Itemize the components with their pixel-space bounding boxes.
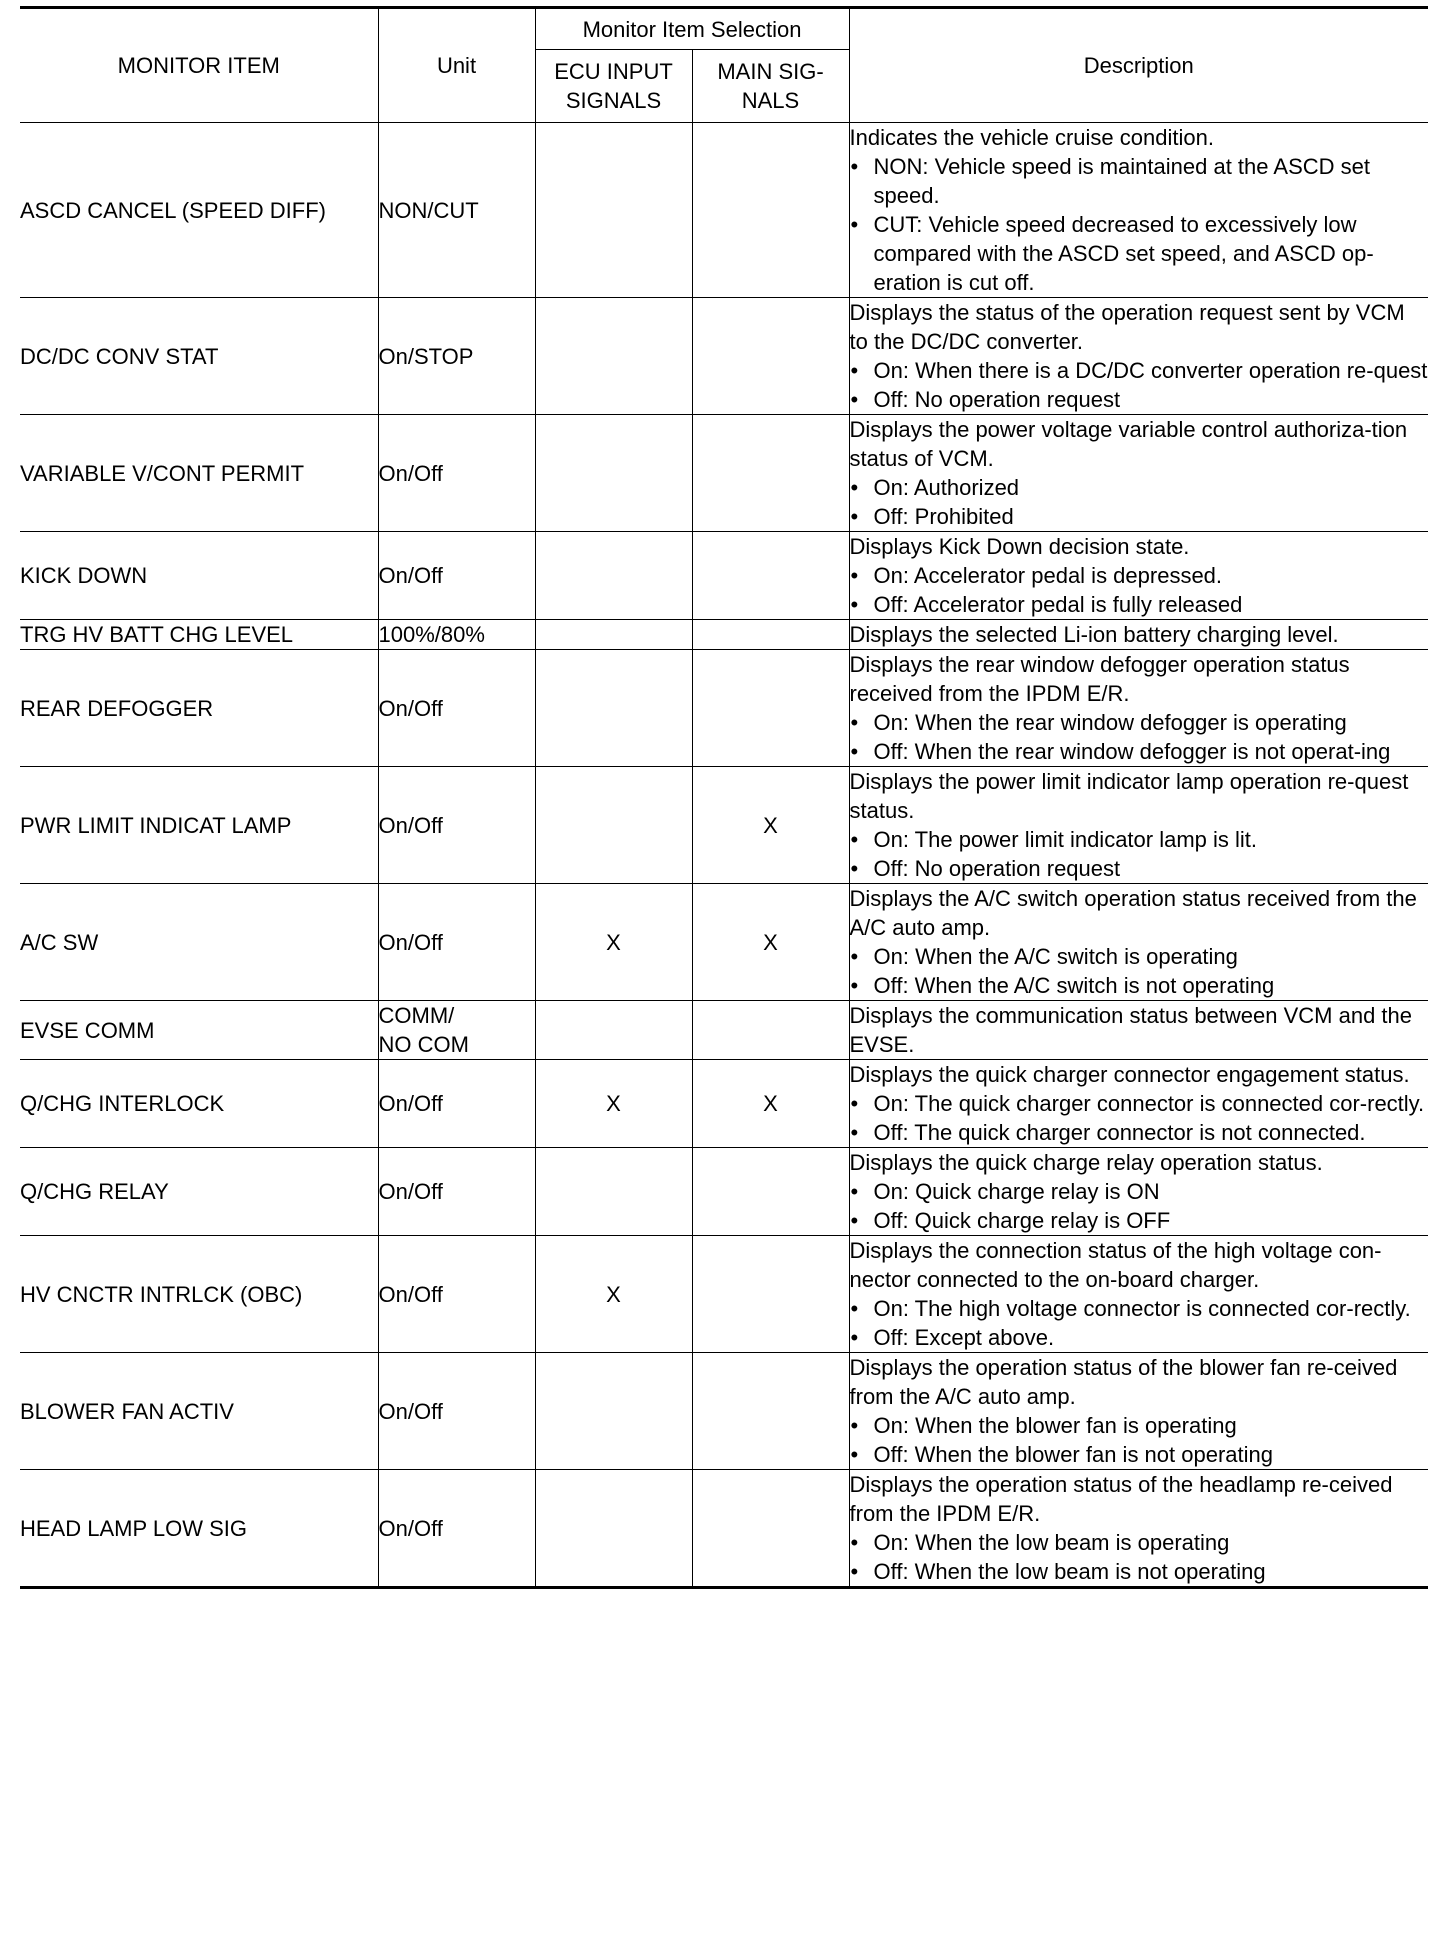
description-cell xyxy=(849,650,1428,767)
unit-cell xyxy=(378,884,535,1001)
description-bullet-item: • Off: No operation request xyxy=(850,385,1429,414)
description-text: Displays the connection status of the high voltage con-nector connected to the on-board charger. xyxy=(849,1238,1382,1292)
ecu-input-signals-cell: X xyxy=(535,1060,692,1148)
description-cell xyxy=(849,532,1428,620)
table-header xyxy=(20,8,1428,123)
description-bullet-item: • On: The quick charger connector is connected cor-rectly. xyxy=(850,1089,1429,1118)
description-cell xyxy=(849,620,1428,650)
unit-cell xyxy=(378,415,535,532)
description-bullet-list xyxy=(850,1294,1429,1352)
description-bullet-item: • On: When the rear window defogger is operating xyxy=(850,708,1429,737)
unit-text: On/Off xyxy=(378,460,443,486)
description-bullet-item: • Off: Prohibited xyxy=(850,502,1429,531)
description-bullet-item: • NON: Vehicle speed is maintained at the ASCD set speed. xyxy=(850,152,1429,210)
main-signals-cell xyxy=(692,650,849,767)
description-bullet-list xyxy=(850,825,1429,883)
main-signals-cell xyxy=(692,1470,849,1588)
description-bullet-list xyxy=(850,942,1429,1000)
ecu-input-signals-cell xyxy=(535,532,692,620)
monitor-item-cell: A/C SW xyxy=(20,884,378,1001)
description-text: Displays the communication status between VCM and the EVSE. xyxy=(849,1003,1413,1057)
unit-text: On/Off xyxy=(378,695,443,721)
monitor-item-cell: ASCD CANCEL (SPEED DIFF) xyxy=(20,123,378,298)
main-signals-cell: X xyxy=(692,884,849,1001)
unit-text: On/Off xyxy=(378,929,443,955)
unit-cell xyxy=(378,1001,535,1060)
monitor-item-cell: PWR LIMIT INDICAT LAMP xyxy=(20,767,378,884)
header-ecu-input-signals-label: ECU INPUT SIGNALS xyxy=(554,59,673,113)
unit-text: 100%/80% xyxy=(378,622,485,647)
main-signals-cell xyxy=(692,1353,849,1470)
description-bullet-item: • Off: Quick charge relay is OFF xyxy=(850,1206,1429,1235)
description-cell xyxy=(849,1470,1428,1588)
table-row xyxy=(20,650,1428,767)
description-text: Displays the rear window defogger operation status received from the IPDM E/R. xyxy=(849,652,1350,706)
description-text: Displays the selected Li-ion battery charging level. xyxy=(849,622,1339,647)
ecu-input-signals-cell xyxy=(535,1353,692,1470)
description-bullet-item: • Off: Except above. xyxy=(850,1323,1429,1352)
description-bullet-item: • On: Authorized xyxy=(850,473,1429,502)
description-bullet-list xyxy=(850,473,1429,531)
monitor-item-cell: BLOWER FAN ACTIV xyxy=(20,1353,378,1470)
description-bullet-item: • On: When the A/C switch is operating xyxy=(850,942,1429,971)
table-row xyxy=(20,298,1428,415)
description-text: Displays the status of the operation request sent by VCM to the DC/DC converter. xyxy=(849,300,1405,354)
description-bullet-item: • Off: No operation request xyxy=(850,854,1429,883)
description-text: Displays the A/C switch operation status received from the A/C auto amp. xyxy=(849,886,1417,940)
description-bullet-item: • On: Accelerator pedal is depressed. xyxy=(850,561,1429,590)
main-signals-cell xyxy=(692,298,849,415)
table-row xyxy=(20,767,1428,884)
table-row xyxy=(20,532,1428,620)
description-bullet-list xyxy=(850,1089,1429,1147)
description-text: Displays Kick Down decision state. xyxy=(849,534,1190,559)
description-cell xyxy=(849,1060,1428,1148)
main-signals-cell xyxy=(692,532,849,620)
unit-cell xyxy=(378,532,535,620)
description-cell xyxy=(849,415,1428,532)
ecu-input-signals-cell: X xyxy=(535,884,692,1001)
unit-text: On/Off xyxy=(378,1281,443,1307)
ecu-input-signals-cell xyxy=(535,1001,692,1060)
description-cell xyxy=(849,123,1428,298)
table-row xyxy=(20,1353,1428,1470)
header-unit: Unit xyxy=(378,8,535,123)
unit-text: On/Off xyxy=(378,1091,443,1116)
description-cell xyxy=(849,1236,1428,1353)
description-cell xyxy=(849,1001,1428,1060)
unit-cell xyxy=(378,1470,535,1588)
ecu-input-signals-cell xyxy=(535,415,692,532)
description-bullet-item: • On: When the low beam is operating xyxy=(850,1528,1429,1557)
description-bullet-list xyxy=(850,561,1429,619)
header-main-signals-label: MAIN SIG-NALS xyxy=(717,59,824,113)
table-row xyxy=(20,1470,1428,1588)
unit-text: On/Off xyxy=(378,563,443,588)
description-bullet-item: • On: Quick charge relay is ON xyxy=(850,1177,1429,1206)
monitor-item-cell: EVSE COMM xyxy=(20,1001,378,1060)
unit-cell xyxy=(378,1236,535,1353)
table-row xyxy=(20,1060,1428,1148)
table-row xyxy=(20,415,1428,532)
description-bullet-list xyxy=(850,1528,1429,1586)
ecu-input-signals-cell xyxy=(535,123,692,298)
main-signals-cell xyxy=(692,1236,849,1353)
description-bullet-item: • CUT: Vehicle speed decreased to excessively low compared with the ASCD set speed, and ASCD op-eration is cut off. xyxy=(850,210,1429,297)
description-text: Displays the quick charge relay operation status. xyxy=(849,1150,1323,1175)
monitor-item-cell: DC/DC CONV STAT xyxy=(20,298,378,415)
description-text: Indicates the vehicle cruise condition. xyxy=(849,125,1214,150)
unit-cell xyxy=(378,1353,535,1470)
description-text: Displays the operation status of the blower fan re-ceived from the A/C auto amp. xyxy=(849,1355,1398,1409)
unit-cell xyxy=(378,1148,535,1236)
header-monitor-item: MONITOR ITEM xyxy=(20,8,378,123)
description-bullet-list xyxy=(850,152,1429,297)
description-cell xyxy=(849,767,1428,884)
ecu-input-signals-cell xyxy=(535,1470,692,1588)
header-description: Description xyxy=(849,8,1428,123)
description-bullet-item: • On: When the blower fan is operating xyxy=(850,1411,1429,1440)
table-row xyxy=(20,123,1428,298)
ecu-input-signals-cell: X xyxy=(535,1236,692,1353)
unit-text: On/Off xyxy=(378,1398,443,1424)
description-text: Displays the quick charger connector engagement status. xyxy=(849,1062,1410,1087)
description-bullet-item: • Off: When the A/C switch is not operating xyxy=(850,971,1429,1000)
unit-text: On/Off xyxy=(378,1179,443,1204)
main-signals-cell xyxy=(692,1001,849,1060)
description-bullet-list xyxy=(850,356,1429,414)
unit-cell xyxy=(378,123,535,298)
table-body xyxy=(20,123,1428,1588)
ecu-input-signals-cell xyxy=(535,650,692,767)
header-monitor-item-selection: Monitor Item Selection xyxy=(535,8,849,50)
description-cell xyxy=(849,884,1428,1001)
main-signals-cell xyxy=(692,415,849,532)
description-bullet-list xyxy=(850,1411,1429,1469)
description-bullet-item: • On: When there is a DC/DC converter operation re-quest xyxy=(850,356,1429,385)
unit-cell xyxy=(378,650,535,767)
description-cell xyxy=(849,1148,1428,1236)
unit-text: COMM/ NO COM xyxy=(378,1003,469,1057)
description-cell xyxy=(849,298,1428,415)
description-bullet-item: • Off: The quick charger connector is not connected. xyxy=(850,1118,1429,1147)
unit-text: On/STOP xyxy=(378,343,474,369)
main-signals-cell xyxy=(692,620,849,650)
description-text: Displays the power voltage variable control authoriza-tion status of VCM. xyxy=(849,417,1408,471)
monitor-item-cell: KICK DOWN xyxy=(20,532,378,620)
description-bullet-list xyxy=(850,708,1429,766)
unit-cell xyxy=(378,620,535,650)
ecu-input-signals-cell xyxy=(535,767,692,884)
main-signals-cell xyxy=(692,123,849,298)
description-bullet-item: • Off: When the low beam is not operating xyxy=(850,1557,1429,1586)
monitor-item-cell: Q/CHG RELAY xyxy=(20,1148,378,1236)
monitor-item-cell: Q/CHG INTERLOCK xyxy=(20,1060,378,1148)
ecu-input-signals-cell xyxy=(535,620,692,650)
main-signals-cell xyxy=(692,1148,849,1236)
header-main-signals xyxy=(692,50,849,123)
table-row xyxy=(20,1001,1428,1060)
monitor-item-cell: TRG HV BATT CHG LEVEL xyxy=(20,620,378,650)
unit-text: NON/CUT xyxy=(378,197,479,223)
unit-text: On/Off xyxy=(378,1515,443,1541)
ecu-input-signals-cell xyxy=(535,298,692,415)
description-bullet-item: • On: The power limit indicator lamp is lit. xyxy=(850,825,1429,854)
description-bullet-item: • On: The high voltage connector is connected cor-rectly. xyxy=(850,1294,1429,1323)
description-text: Displays the operation status of the headlamp re-ceived from the IPDM E/R. xyxy=(849,1472,1393,1526)
description-bullet-list xyxy=(850,1177,1429,1235)
monitor-item-table xyxy=(20,6,1428,1589)
main-signals-cell: X xyxy=(692,767,849,884)
monitor-item-cell: VARIABLE V/CONT PERMIT xyxy=(20,415,378,532)
description-bullet-item: • Off: Accelerator pedal is fully released xyxy=(850,590,1429,619)
description-bullet-item: • Off: When the blower fan is not operating xyxy=(850,1440,1429,1469)
table-row xyxy=(20,620,1428,650)
table-row xyxy=(20,1148,1428,1236)
main-signals-cell: X xyxy=(692,1060,849,1148)
description-text: Displays the power limit indicator lamp operation re-quest status. xyxy=(849,769,1409,823)
table-row xyxy=(20,884,1428,1001)
description-cell xyxy=(849,1353,1428,1470)
unit-text: On/Off xyxy=(378,812,443,838)
monitor-item-cell: HV CNCTR INTRLCK (OBC) xyxy=(20,1236,378,1353)
monitor-item-cell: REAR DEFOGGER xyxy=(20,650,378,767)
unit-cell xyxy=(378,767,535,884)
table-row xyxy=(20,1236,1428,1353)
header-ecu-input-signals xyxy=(535,50,692,123)
description-bullet-item: • Off: When the rear window defogger is not operat-ing xyxy=(850,737,1429,766)
monitor-item-cell: HEAD LAMP LOW SIG xyxy=(20,1470,378,1588)
ecu-input-signals-cell xyxy=(535,1148,692,1236)
unit-cell xyxy=(378,1060,535,1148)
unit-cell xyxy=(378,298,535,415)
